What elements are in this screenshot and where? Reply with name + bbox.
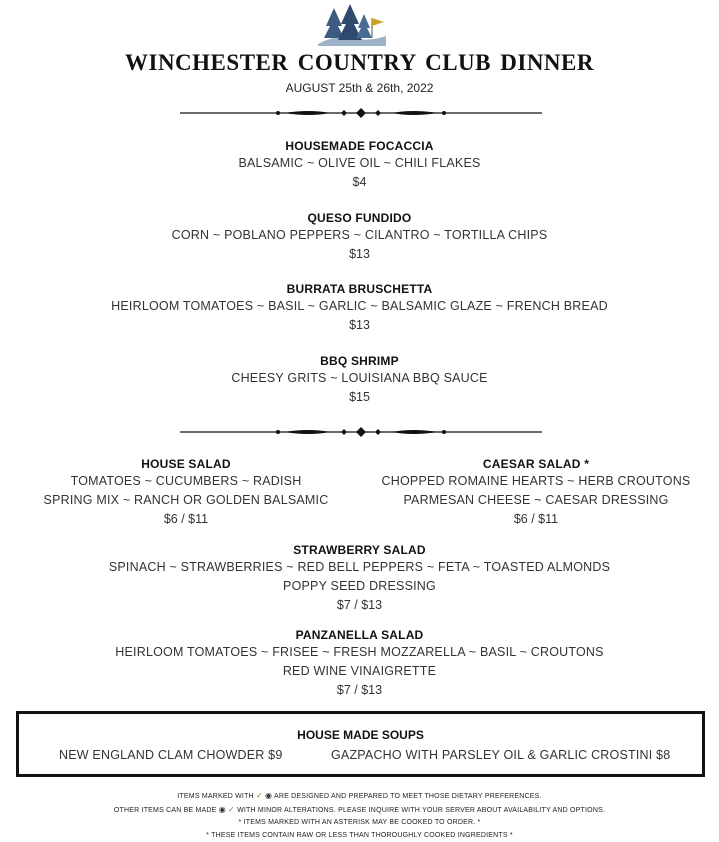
- item-description: TOMATOES ~ CUCUMBERS ~ RADISH: [16, 472, 356, 491]
- vegan-icon: ✓: [256, 790, 263, 803]
- menu-item-strawberry-salad: [0, 543, 719, 615]
- ornamental-divider: [180, 426, 542, 438]
- pine-trees-flag-logo-icon: [316, 4, 388, 46]
- menu-item-queso: [0, 211, 719, 264]
- item-name: CAESAR SALAD *: [364, 457, 708, 472]
- item-price: $4: [0, 173, 719, 192]
- menu-item-burrata: [0, 282, 719, 335]
- item-description: CORN ~ POBLANO PEPPERS ~ CILANTRO ~ TORTILLA CHIPS: [0, 226, 719, 245]
- footnote-line: [0, 790, 719, 804]
- gluten-free-icon: ◉: [219, 804, 226, 817]
- menu-item-house-salad: [16, 457, 356, 529]
- item-price: $13: [0, 245, 719, 264]
- item-price: $7 / $13: [0, 596, 719, 615]
- footnote-line: * THESE ITEMS CONTAIN RAW OR LESS THAN THOROUGHLY COOKED INGREDIENTS *: [0, 830, 719, 842]
- footnote-text: WITH MINOR ALTERATIONS. PLEASE INQUIRE WITH YOUR SERVER ABOUT AVAILABILITY AND OPTIONS.: [237, 807, 605, 814]
- item-price: $6 / $11: [16, 510, 356, 529]
- item-price: $13: [0, 316, 719, 335]
- menu-item-caesar-salad: [364, 457, 708, 529]
- footnote-text: ITEMS MARKED WITH: [177, 793, 254, 800]
- item-name: BURRATA BRUSCHETTA: [0, 282, 719, 297]
- item-price: $7 / $13: [0, 681, 719, 700]
- item-description: BALSAMIC ~ OLIVE OIL ~ CHILI FLAKES: [0, 154, 719, 173]
- gluten-free-icon: ◉: [265, 790, 272, 803]
- item-price: $15: [0, 388, 719, 407]
- item-price: $6 / $11: [364, 510, 708, 529]
- soup-item-gazpacho: GAZPACHO WITH PARSLEY OIL & GARLIC CROSTINI $8: [331, 748, 670, 762]
- item-description: HEIRLOOM TOMATOES ~ BASIL ~ GARLIC ~ BALSAMIC GLAZE ~ FRENCH BREAD: [0, 297, 719, 316]
- footnote-text: OTHER ITEMS CAN BE MADE: [114, 807, 217, 814]
- item-description: CHOPPED ROMAINE HEARTS ~ HERB CROUTONS: [364, 472, 708, 491]
- item-description: POPPY SEED DRESSING: [0, 577, 719, 596]
- item-name: PANZANELLA SALAD: [0, 628, 719, 643]
- item-name: HOUSE SALAD: [16, 457, 356, 472]
- ornamental-divider: [180, 107, 542, 119]
- menu-item-focaccia: [0, 139, 719, 192]
- footnote-line: * ITEMS MARKED WITH AN ASTERISK MAY BE COOKED TO ORDER. *: [0, 817, 719, 830]
- soups-heading: HOUSE MADE SOUPS: [19, 728, 702, 742]
- menu-item-panzanella-salad: [0, 628, 719, 700]
- menu-date: AUGUST 25th & 26th, 2022: [0, 81, 719, 95]
- item-name: STRAWBERRY SALAD: [0, 543, 719, 558]
- footnote-text: ARE DESIGNED AND PREPARED TO MEET THOSE DIETARY PREFERENCES.: [274, 793, 542, 800]
- item-name: BBQ SHRIMP: [0, 354, 719, 369]
- footnotes: [0, 790, 719, 842]
- item-description: HEIRLOOM TOMATOES ~ FRISEE ~ FRESH MOZZARELLA ~ BASIL ~ CROUTONS: [0, 643, 719, 662]
- item-name: QUESO FUNDIDO: [0, 211, 719, 226]
- item-description: SPRING MIX ~ RANCH OR GOLDEN BALSAMIC: [16, 491, 356, 510]
- item-description: SPINACH ~ STRAWBERRIES ~ RED BELL PEPPERS ~ FETA ~ TOASTED ALMONDS: [0, 558, 719, 577]
- footnote-line: [0, 804, 719, 818]
- page-title: WINCHESTER COUNTRY CLUB DINNER: [0, 50, 719, 76]
- item-description: PARMESAN CHEESE ~ CAESAR DRESSING: [364, 491, 708, 510]
- menu-item-bbq-shrimp: [0, 354, 719, 407]
- soups-box: [16, 711, 705, 777]
- item-description: RED WINE VINAIGRETTE: [0, 662, 719, 681]
- item-name: HOUSEMADE FOCACCIA: [0, 139, 719, 154]
- soup-item-clam-chowder: NEW ENGLAND CLAM CHOWDER $9: [59, 748, 283, 762]
- item-description: CHEESY GRITS ~ LOUISIANA BBQ SAUCE: [0, 369, 719, 388]
- vegan-icon: ✓: [228, 804, 235, 817]
